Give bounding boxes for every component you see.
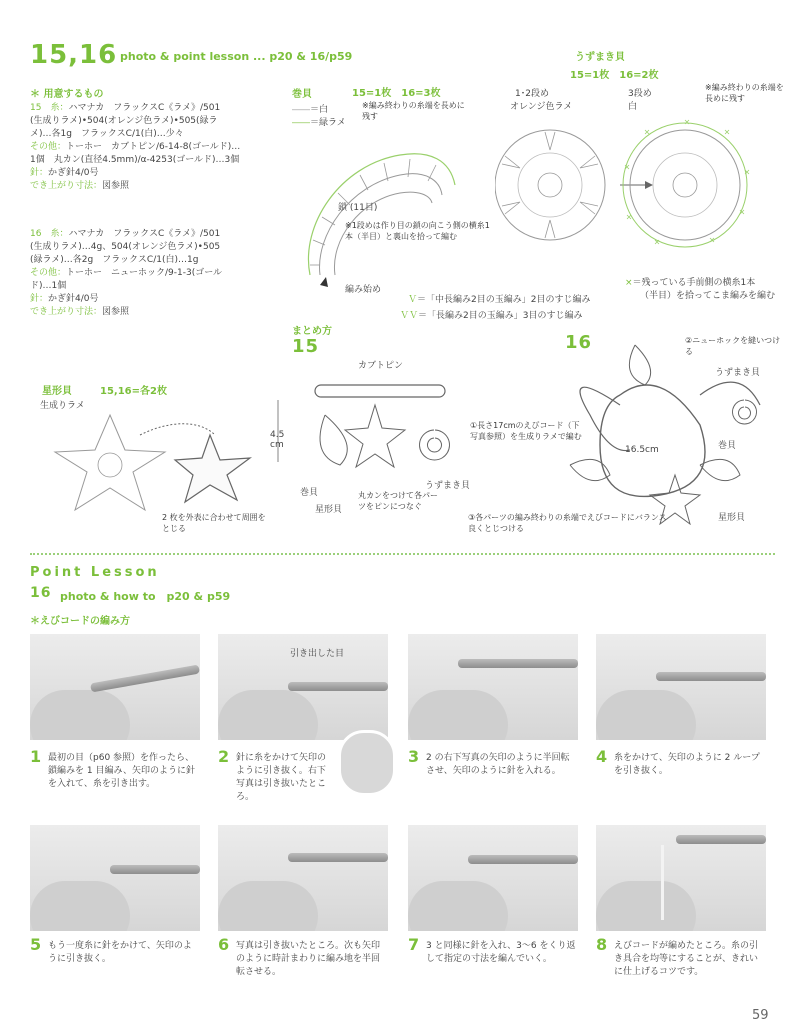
material-line [30, 102, 240, 115]
matome-makigai: 巻貝 [300, 488, 319, 498]
matome-ring-note: 丸カンをつけて各パーツをピンにつなぐ [358, 491, 438, 511]
materials-title: ＊ 用意するもの [30, 89, 104, 100]
step-4: 4 糸をかけて、矢印のように 2 ループを引き抜く。 [596, 747, 760, 776]
material-key: 15 糸： [30, 103, 69, 113]
matome16-length: 16.5cm [625, 445, 659, 455]
step-3: 3 2 の右下写真の矢印のように半回転させ、矢印のように針を入れる。 [408, 747, 570, 776]
symbol-1: Ｖ＝「中長編み2目の玉編み」2目のすじ編み [408, 295, 591, 305]
material-text: (生成りラメ)•504(オレンジ色ラメ)•505(緑ラ [30, 116, 218, 126]
step-2: 2 針に糸をかけて矢印のように引き抜く。右下写真は引き抜いたところ。 [218, 747, 327, 802]
hoshi-count: 15,16=各2枚 [100, 386, 167, 397]
material-key: 16 糸： [30, 229, 69, 239]
hoshi-title: 星形貝 [42, 386, 72, 397]
material-line [30, 141, 240, 154]
material-text: メ)…各1g フラックスC/1(白)…少々 [30, 129, 184, 139]
step-6: 6 写真は引き抜いたところ。次も矢印のように時計まわりに編み地を半回転させる。 [218, 935, 381, 977]
photo-step-2-detail [338, 730, 396, 796]
photo-step-7 [408, 825, 578, 931]
makigai-title: 巻貝 [292, 89, 312, 100]
step-8: 8 えびコードが編めたところ。糸の引き具合を均等にすることが、きれいに仕上げるコツです。 [596, 935, 759, 977]
material-text: 1個 丸カン(直径4.5mm)/α-4253(ゴールド)…3個 [30, 155, 240, 165]
uzumaki-color12: オレンジ色ラメ [510, 102, 573, 112]
material-text: 図参照 [102, 307, 130, 317]
uzumaki-diagram [495, 110, 785, 270]
point-ref: photo & how to p20 & p59 [60, 590, 231, 603]
material-line [30, 167, 240, 180]
makigai-chain: 鎖 (11目) [338, 203, 378, 213]
makigai-first-note: ※1段めは作り目の鎖の向こう側の横糸1本（半目）と裏山を拾って編む [345, 221, 490, 241]
step-7: 7 3 と同様に針を入れ、3～6 をくり返して指定の寸法を編んでいく。 [408, 935, 576, 964]
page-number: 59 [752, 1008, 769, 1023]
uzumaki-row3: 3段め [628, 89, 652, 99]
uzumaki-cross-note: ×＝残っている手前側の横糸1本 [625, 278, 756, 288]
matome-16-diagram [560, 335, 775, 525]
makigai-end-note: ※編み終わりの糸端を長めに残す [362, 101, 465, 121]
material-text: ド)…1個 [30, 281, 67, 291]
photo-step-3 [408, 634, 578, 740]
section-number: 15,16 [30, 40, 118, 70]
makigai-count: 15=1枚 16=3枚 [352, 88, 441, 99]
legend-white: ――＝白 [292, 105, 329, 115]
photo-step-5 [30, 825, 200, 931]
photo-step-4 [596, 634, 766, 740]
material-text: かぎ針4/0号 [48, 294, 99, 304]
matome16-hook: ②ニューホックを縫いつける [685, 336, 781, 356]
matome-16-number: 16 [565, 332, 593, 353]
point-subtitle: ＊えびコードの編み方 [30, 616, 130, 627]
material-line [30, 228, 222, 241]
step-1: 1 最初の目（p60 参照）を作ったら、鎖編みを 1 目編み、矢印のように針を入れて、糸を引き出す。 [30, 747, 195, 789]
matome-uzumaki: うずまき貝 [425, 481, 471, 491]
material-line [30, 306, 222, 319]
material-line [30, 280, 222, 293]
hoshi-diagram [30, 410, 280, 520]
material-line [30, 267, 222, 280]
matome-15-diagram [270, 370, 480, 495]
material-line [30, 254, 222, 267]
material-text: 図参照 [102, 181, 130, 191]
photo-step-6 [218, 825, 388, 931]
matome-pin-label: カブトピン [358, 361, 404, 371]
material-line [30, 180, 240, 193]
matome-15-number: 15 [292, 336, 320, 357]
material-key: その他： [30, 142, 67, 152]
photo-step-8 [596, 825, 766, 931]
material-line [30, 128, 240, 141]
material-text: ハマナカ フラックスC《ラメ》/501 [68, 229, 221, 239]
step-5: 5 もう一度糸に針をかけて、矢印のように引き抜く。 [30, 935, 192, 964]
divider [30, 553, 775, 555]
matome-hoshi: 星形貝 [315, 505, 343, 515]
material-text: ハマナカ フラックスC《ラメ》/501 [68, 103, 221, 113]
material-text: (生成りラメ)…4g、504(オレンジ色ラメ)•505 [30, 242, 221, 252]
matome16-join: ③各パーツの編み終わりの糸端でえびコードにバランス良くとじつける [468, 513, 667, 533]
material-key: でき上がり寸法： [30, 181, 103, 191]
matome-title: まとめ方 [292, 326, 332, 337]
section-subtitle: photo & point lesson ... p20 & 16/p59 [120, 50, 353, 63]
material-text: トーホー ニューホック/9-1-3(ゴール [66, 268, 223, 278]
uzumaki-rows12: 1･2段め [515, 89, 549, 99]
matome16-makigai: 巻貝 [718, 441, 737, 451]
matome16-hoshi: 星形貝 [718, 513, 746, 523]
photo2-label: 引き出した目 [290, 649, 345, 659]
material-text: かぎ針4/0号 [48, 168, 99, 178]
materials-15 [30, 102, 240, 193]
point-lesson-title: Point Lesson [30, 565, 160, 580]
material-line [30, 115, 240, 128]
matome16-uzumaki: うずまき貝 [715, 368, 761, 378]
matome-size: 4.5 cm [270, 430, 285, 450]
uzumaki-cross-note2: （半目）を拾ってこま編みを編む [640, 291, 776, 301]
uzumaki-title: うずまき貝 [575, 52, 625, 63]
material-line [30, 293, 222, 306]
hoshi-color: 生成りラメ [40, 401, 85, 411]
material-line [30, 241, 222, 254]
legend-green: ――＝緑ラメ [292, 118, 346, 128]
hoshi-note: 2 枚を外表に合わせて周囲をとじる [162, 513, 266, 533]
uzumaki-count: 15=1枚 16=2枚 [570, 70, 659, 81]
material-key: 針： [30, 294, 49, 304]
uzumaki-color3: 白 [628, 102, 638, 112]
point-number: 16 [30, 585, 52, 601]
material-text: (緑ラメ)…各2g フラックスC/1(白)…1g [30, 255, 199, 265]
symbol-2: ＶＶ＝「長編み2目の玉編み」3目のすじ編み [400, 311, 583, 321]
material-key: その他： [30, 268, 67, 278]
matome16-cord: ①長さ17cmのえびコード（下写真参照）を生成りラメで編む [470, 421, 582, 441]
materials-16 [30, 228, 222, 319]
photo-step-1 [30, 634, 200, 740]
material-line [30, 154, 240, 167]
material-text: トーホー カブトピン/6-14-8(ゴールド)… [66, 142, 241, 152]
material-key: 針： [30, 168, 49, 178]
material-key: でき上がり寸法： [30, 307, 103, 317]
uzumaki-end-note: ※編み終わりの糸端を長めに残す [705, 83, 784, 103]
makigai-start: 編み始め [345, 285, 382, 295]
